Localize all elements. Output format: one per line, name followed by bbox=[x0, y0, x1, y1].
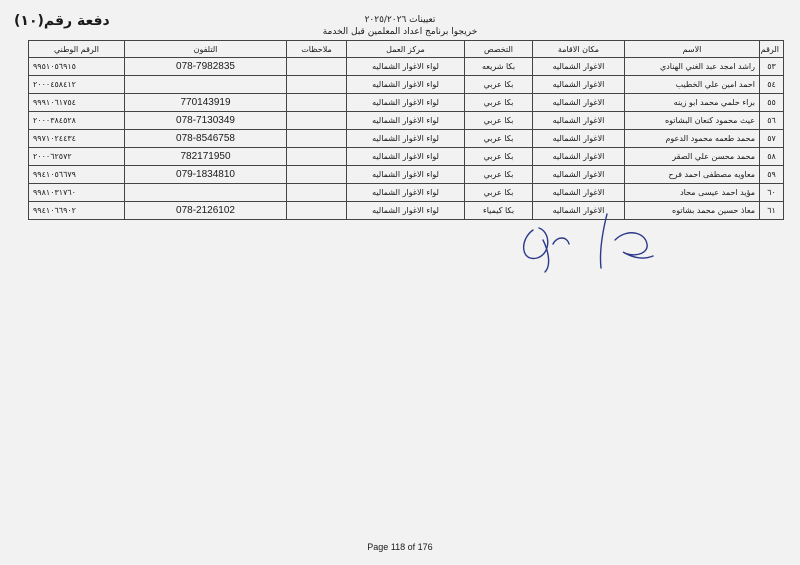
row-workplace: لواء الاغوار الشماليه bbox=[347, 202, 465, 220]
row-no: ٥٨ bbox=[760, 148, 784, 166]
row-phone: 079-1834810 bbox=[125, 166, 287, 184]
row-residence: الاغوار الشماليه bbox=[533, 76, 625, 94]
row-name: محمد طعمه محمود الدعوم bbox=[625, 130, 760, 148]
table-row bbox=[29, 130, 784, 148]
row-name: احمد امين علي الخطيب bbox=[625, 76, 760, 94]
row-specialty: بكا عربي bbox=[465, 76, 533, 94]
batch-label: دفعة رقم(١٠) bbox=[14, 13, 110, 29]
row-national-id: ٢٠٠٠٣٨٤٥٢٨ bbox=[29, 112, 125, 130]
col-header-workplace: مركز العمل bbox=[347, 41, 465, 58]
row-national-id: ٢٠٠٠٦٢٥٧٢ bbox=[29, 148, 125, 166]
row-no: ٥٩ bbox=[760, 166, 784, 184]
title-line-1: تعيينات ٢٠٢٥/٢٠٢٦ bbox=[364, 15, 436, 25]
row-phone bbox=[125, 76, 287, 94]
col-header-residence: مكان الاقامة bbox=[533, 41, 625, 58]
row-no: ٥٥ bbox=[760, 94, 784, 112]
row-no: ٥٣ bbox=[760, 58, 784, 76]
row-national-id: ٢٠٠٠٤٥٨٤١٢ bbox=[29, 76, 125, 94]
row-national-id: ٩٩٨١٠٣١٧٦٠ bbox=[29, 184, 125, 202]
row-no: ٦١ bbox=[760, 202, 784, 220]
row-workplace: لواء الاغوار الشماليه bbox=[347, 184, 465, 202]
row-name: معاويه مصطفى احمد فرح bbox=[625, 166, 760, 184]
table-row bbox=[29, 184, 784, 202]
row-notes bbox=[287, 184, 347, 202]
row-national-id: ٩٩٩١٠٦١٧٥٤ bbox=[29, 94, 125, 112]
row-name: معاذ حسين محمد بشاتوه bbox=[625, 202, 760, 220]
row-notes bbox=[287, 58, 347, 76]
row-residence: الاغوار الشماليه bbox=[533, 94, 625, 112]
row-notes bbox=[287, 76, 347, 94]
table-row bbox=[29, 112, 784, 130]
row-no: ٥٦ bbox=[760, 112, 784, 130]
row-residence: الاغوار الشماليه bbox=[533, 202, 625, 220]
row-name: مؤيد احمد عيسى محاد bbox=[625, 184, 760, 202]
page-footer: Page 118 of 176 bbox=[367, 542, 433, 552]
row-specialty: بكا عربي bbox=[465, 148, 533, 166]
row-residence: الاغوار الشماليه bbox=[533, 184, 625, 202]
row-specialty: بكا عربي bbox=[465, 94, 533, 112]
row-phone: 078-7982835 bbox=[125, 58, 287, 76]
col-header-name: الاسم bbox=[625, 41, 760, 58]
table-row bbox=[29, 202, 784, 220]
row-specialty: بكا عربي bbox=[465, 112, 533, 130]
table-row bbox=[29, 58, 784, 76]
title-line-2: خريجوا برنامج اعداد المعلمين قبل الخدمة bbox=[322, 27, 478, 37]
table-row bbox=[29, 76, 784, 94]
row-workplace: لواء الاغوار الشماليه bbox=[347, 166, 465, 184]
row-residence: الاغوار الشماليه bbox=[533, 58, 625, 76]
appointments-table bbox=[28, 40, 784, 220]
row-workplace: لواء الاغوار الشماليه bbox=[347, 112, 465, 130]
row-workplace: لواء الاغوار الشماليه bbox=[347, 58, 465, 76]
row-workplace: لواء الاغوار الشماليه bbox=[347, 76, 465, 94]
handwritten-signature bbox=[515, 210, 665, 275]
row-specialty: بكا كيمياء bbox=[465, 202, 533, 220]
row-name: عيث محمود كنعان البشاتوه bbox=[625, 112, 760, 130]
row-national-id: ٩٩٤١٠٦٦٩٠٢ bbox=[29, 202, 125, 220]
row-phone: 770143919 bbox=[125, 94, 287, 112]
row-residence: الاغوار الشماليه bbox=[533, 148, 625, 166]
table-row bbox=[29, 94, 784, 112]
col-header-phone: التلفون bbox=[125, 41, 287, 58]
row-specialty: بكا عربي bbox=[465, 130, 533, 148]
table-row bbox=[29, 166, 784, 184]
row-specialty: بكا شريعه bbox=[465, 58, 533, 76]
row-phone: 078-7130349 bbox=[125, 112, 287, 130]
table-row bbox=[29, 148, 784, 166]
row-workplace: لواء الاغوار الشماليه bbox=[347, 148, 465, 166]
row-specialty: بكا عربي bbox=[465, 184, 533, 202]
col-header-national-id: الرقم الوطني bbox=[29, 41, 125, 58]
row-no: ٥٧ bbox=[760, 130, 784, 148]
row-notes bbox=[287, 166, 347, 184]
row-notes bbox=[287, 112, 347, 130]
row-notes bbox=[287, 202, 347, 220]
row-residence: الاغوار الشماليه bbox=[533, 166, 625, 184]
row-residence: الاغوار الشماليه bbox=[533, 112, 625, 130]
col-header-no: الرقم bbox=[760, 41, 784, 58]
row-name: راشد امجد عبد الغني الهنادي bbox=[625, 58, 760, 76]
row-national-id: ٩٩٥١٠٥٦٩١٥ bbox=[29, 58, 125, 76]
row-no: ٦٠ bbox=[760, 184, 784, 202]
row-residence: الاغوار الشماليه bbox=[533, 130, 625, 148]
col-header-specialty: التخصص bbox=[465, 41, 533, 58]
row-notes bbox=[287, 148, 347, 166]
row-no: ٥٤ bbox=[760, 76, 784, 94]
document-header bbox=[0, 14, 800, 38]
row-workplace: لواء الاغوار الشماليه bbox=[347, 130, 465, 148]
table-header-row bbox=[29, 41, 784, 58]
row-notes bbox=[287, 130, 347, 148]
row-specialty: بكا عربي bbox=[465, 166, 533, 184]
row-phone: 782171950 bbox=[125, 148, 287, 166]
row-notes bbox=[287, 94, 347, 112]
col-header-notes: ملاحظات bbox=[287, 41, 347, 58]
row-phone bbox=[125, 184, 287, 202]
row-name: براء حلمي محمد ابو زينه bbox=[625, 94, 760, 112]
row-name: محمد محسن علي الصقر bbox=[625, 148, 760, 166]
row-national-id: ٩٩٤١٠٥٦٦٧٩ bbox=[29, 166, 125, 184]
row-phone: 078-2126102 bbox=[125, 202, 287, 220]
row-national-id: ٩٩٧١٠٢٤٤٣٤ bbox=[29, 130, 125, 148]
row-workplace: لواء الاغوار الشماليه bbox=[347, 94, 465, 112]
row-phone: 078-8546758 bbox=[125, 130, 287, 148]
